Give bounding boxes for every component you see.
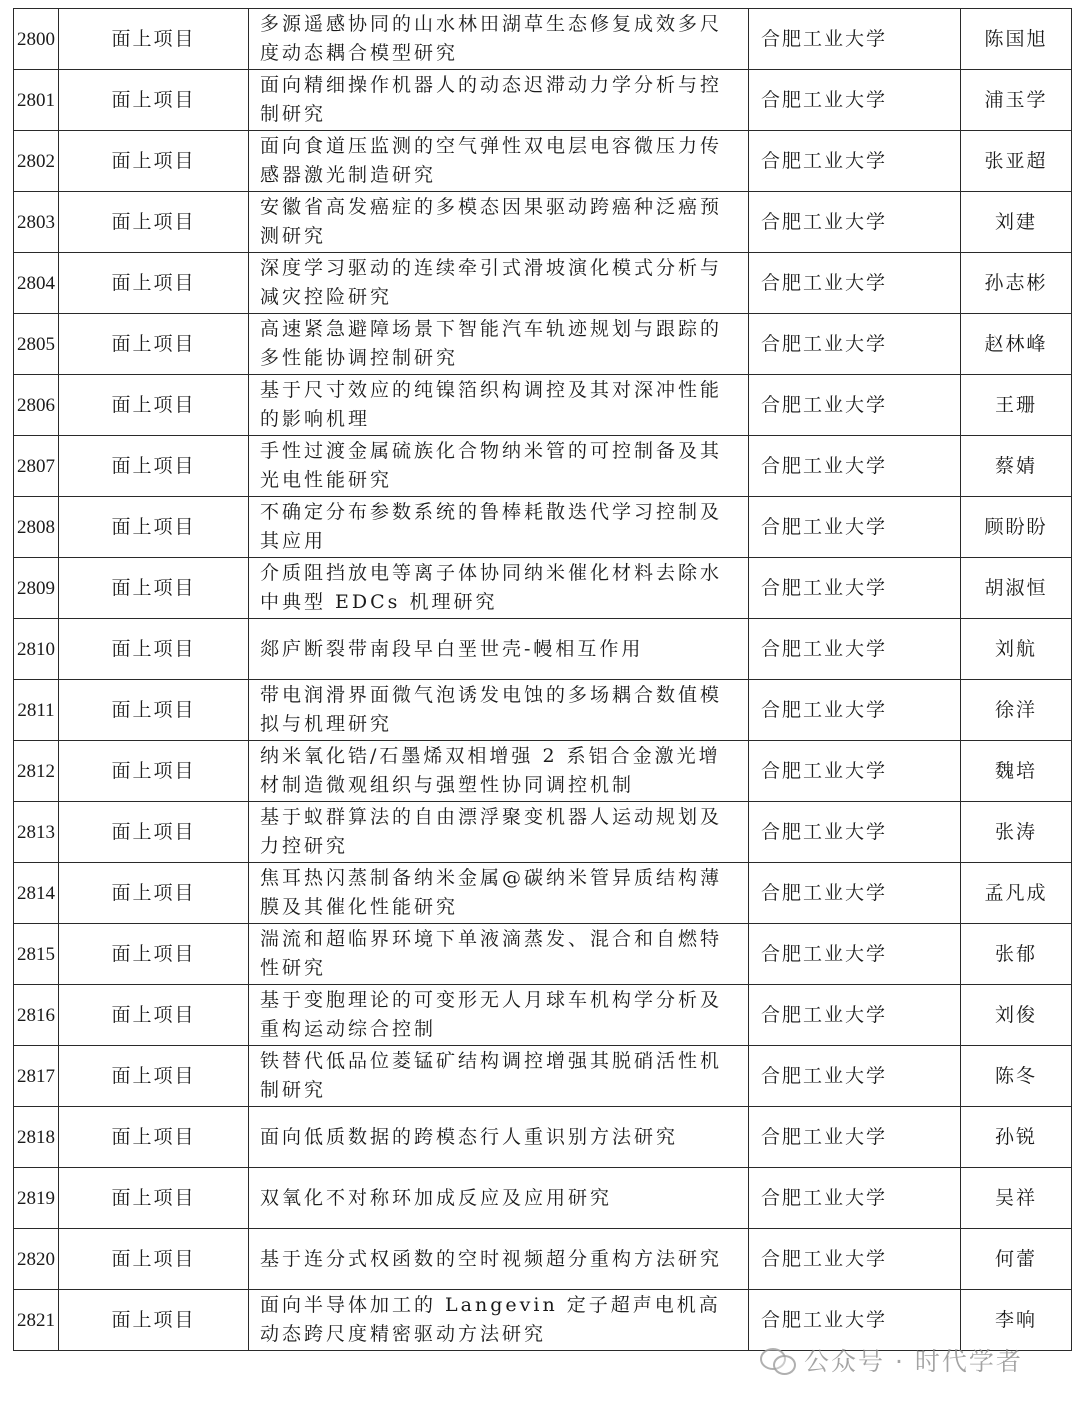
project-institution: 合肥工业大学 — [749, 1229, 961, 1290]
table-row — [14, 9, 1072, 70]
project-leader: 刘俊 — [961, 985, 1072, 1046]
project-type: 面上项目 — [59, 741, 249, 802]
table-row — [14, 1290, 1072, 1351]
project-type: 面上项目 — [59, 1290, 249, 1351]
project-number: 2819 — [14, 1168, 59, 1229]
table-row — [14, 375, 1072, 436]
project-leader: 魏培 — [961, 741, 1072, 802]
project-title: 基于蚁群算法的自由漂浮聚变机器人运动规划及力控研究 — [249, 802, 749, 863]
project-institution: 合肥工业大学 — [749, 741, 961, 802]
project-number: 2818 — [14, 1107, 59, 1168]
project-title: 基于连分式权函数的空时视频超分重构方法研究 — [249, 1229, 749, 1290]
project-leader: 张郁 — [961, 924, 1072, 985]
project-number: 2807 — [14, 436, 59, 497]
project-leader: 孙锐 — [961, 1107, 1072, 1168]
project-type: 面上项目 — [59, 497, 249, 558]
table-row — [14, 558, 1072, 619]
project-title: 带电润滑界面微气泡诱发电蚀的多场耦合数值模拟与机理研究 — [249, 680, 749, 741]
project-institution: 合肥工业大学 — [749, 863, 961, 924]
project-leader: 赵林峰 — [961, 314, 1072, 375]
project-number: 2802 — [14, 131, 59, 192]
project-leader: 何蕾 — [961, 1229, 1072, 1290]
table-row — [14, 314, 1072, 375]
project-institution: 合肥工业大学 — [749, 985, 961, 1046]
project-institution: 合肥工业大学 — [749, 558, 961, 619]
project-institution: 合肥工业大学 — [749, 253, 961, 314]
project-leader: 顾盼盼 — [961, 497, 1072, 558]
project-leader: 吴祥 — [961, 1168, 1072, 1229]
table-row — [14, 1229, 1072, 1290]
project-institution: 合肥工业大学 — [749, 619, 961, 680]
project-institution: 合肥工业大学 — [749, 802, 961, 863]
table-row — [14, 1107, 1072, 1168]
project-type: 面上项目 — [59, 558, 249, 619]
project-number: 2809 — [14, 558, 59, 619]
project-institution: 合肥工业大学 — [749, 375, 961, 436]
project-title: 双氧化不对称环加成反应及应用研究 — [249, 1168, 749, 1229]
project-institution: 合肥工业大学 — [749, 1168, 961, 1229]
project-type: 面上项目 — [59, 192, 249, 253]
project-leader: 孙志彬 — [961, 253, 1072, 314]
project-institution: 合肥工业大学 — [749, 1046, 961, 1107]
table-row — [14, 131, 1072, 192]
watermark-text: 公众号 · 时代学者 — [804, 1347, 1023, 1376]
table-row — [14, 680, 1072, 741]
project-institution: 合肥工业大学 — [749, 436, 961, 497]
project-number: 2816 — [14, 985, 59, 1046]
project-leader: 陈国旭 — [961, 9, 1072, 70]
table-row — [14, 863, 1072, 924]
project-type: 面上项目 — [59, 924, 249, 985]
project-leader: 王珊 — [961, 375, 1072, 436]
project-number: 2820 — [14, 1229, 59, 1290]
project-number: 2815 — [14, 924, 59, 985]
project-title: 纳米氧化锆/石墨烯双相增强 2 系铝合金激光增材制造微观组织与强塑性协同调控机制 — [249, 741, 749, 802]
project-title: 多源遥感协同的山水林田湖草生态修复成效多尺度动态耦合模型研究 — [249, 9, 749, 70]
project-institution: 合肥工业大学 — [749, 924, 961, 985]
project-leader: 刘航 — [961, 619, 1072, 680]
project-institution: 合肥工业大学 — [749, 131, 961, 192]
table-row — [14, 741, 1072, 802]
project-number: 2808 — [14, 497, 59, 558]
project-institution: 合肥工业大学 — [749, 1107, 961, 1168]
project-number: 2812 — [14, 741, 59, 802]
project-number: 2821 — [14, 1290, 59, 1351]
table-row — [14, 436, 1072, 497]
project-institution: 合肥工业大学 — [749, 192, 961, 253]
project-leader: 蔡婧 — [961, 436, 1072, 497]
table-row — [14, 802, 1072, 863]
project-type: 面上项目 — [59, 619, 249, 680]
project-title: 高速紧急避障场景下智能汽车轨迹规划与跟踪的多性能协调控制研究 — [249, 314, 749, 375]
project-number: 2805 — [14, 314, 59, 375]
table-row — [14, 1168, 1072, 1229]
table-row — [14, 253, 1072, 314]
project-leader: 李响 — [961, 1290, 1072, 1351]
project-title: 湍流和超临界环境下单液滴蒸发、混合和自燃特性研究 — [249, 924, 749, 985]
project-title: 手性过渡金属硫族化合物纳米管的可控制备及其光电性能研究 — [249, 436, 749, 497]
project-number: 2801 — [14, 70, 59, 131]
project-leader: 徐洋 — [961, 680, 1072, 741]
project-type: 面上项目 — [59, 314, 249, 375]
project-number: 2800 — [14, 9, 59, 70]
table-row — [14, 70, 1072, 131]
project-type: 面上项目 — [59, 9, 249, 70]
project-leader: 孟凡成 — [961, 863, 1072, 924]
project-leader: 张亚超 — [961, 131, 1072, 192]
project-title: 面向半导体加工的 Langevin 定子超声电机高动态跨尺度精密驱动方法研究 — [249, 1290, 749, 1351]
project-institution: 合肥工业大学 — [749, 1290, 961, 1351]
project-number: 2803 — [14, 192, 59, 253]
project-leader: 浦玉学 — [961, 70, 1072, 131]
table-row — [14, 619, 1072, 680]
project-type: 面上项目 — [59, 680, 249, 741]
project-leader: 陈冬 — [961, 1046, 1072, 1107]
project-type: 面上项目 — [59, 1046, 249, 1107]
project-type: 面上项目 — [59, 131, 249, 192]
project-title: 面向低质数据的跨模态行人重识别方法研究 — [249, 1107, 749, 1168]
project-number: 2811 — [14, 680, 59, 741]
project-title: 焦耳热闪蒸制备纳米金属@碳纳米管异质结构薄膜及其催化性能研究 — [249, 863, 749, 924]
project-type: 面上项目 — [59, 253, 249, 314]
project-institution: 合肥工业大学 — [749, 497, 961, 558]
project-number: 2806 — [14, 375, 59, 436]
project-type: 面上项目 — [59, 802, 249, 863]
project-leader: 张涛 — [961, 802, 1072, 863]
project-type: 面上项目 — [59, 70, 249, 131]
grant-list-table — [13, 8, 1072, 1351]
project-title: 面向精细操作机器人的动态迟滞动力学分析与控制研究 — [249, 70, 749, 131]
project-institution: 合肥工业大学 — [749, 314, 961, 375]
project-type: 面上项目 — [59, 1229, 249, 1290]
project-title: 基于尺寸效应的纯镍箔织构调控及其对深冲性能的影响机理 — [249, 375, 749, 436]
project-title: 铁替代低品位菱锰矿结构调控增强其脱硝活性机制研究 — [249, 1046, 749, 1107]
table-row — [14, 192, 1072, 253]
project-type: 面上项目 — [59, 985, 249, 1046]
project-institution: 合肥工业大学 — [749, 680, 961, 741]
project-type: 面上项目 — [59, 375, 249, 436]
project-number: 2813 — [14, 802, 59, 863]
project-number: 2810 — [14, 619, 59, 680]
project-number: 2814 — [14, 863, 59, 924]
project-title: 介质阻挡放电等离子体协同纳米催化材料去除水中典型 EDCs 机理研究 — [249, 558, 749, 619]
project-title: 深度学习驱动的连续牵引式滑坡演化模式分析与减灾控险研究 — [249, 253, 749, 314]
project-type: 面上项目 — [59, 863, 249, 924]
project-title: 不确定分布参数系统的鲁棒耗散迭代学习控制及其应用 — [249, 497, 749, 558]
project-type: 面上项目 — [59, 436, 249, 497]
project-type: 面上项目 — [59, 1107, 249, 1168]
project-title: 郯庐断裂带南段早白垩世壳-幔相互作用 — [249, 619, 749, 680]
project-institution: 合肥工业大学 — [749, 70, 961, 131]
project-type: 面上项目 — [59, 1168, 249, 1229]
project-leader: 刘建 — [961, 192, 1072, 253]
table-row — [14, 1046, 1072, 1107]
project-title: 面向食道压监测的空气弹性双电层电容微压力传感器激光制造研究 — [249, 131, 749, 192]
project-institution: 合肥工业大学 — [749, 9, 961, 70]
table-row — [14, 924, 1072, 985]
project-number: 2817 — [14, 1046, 59, 1107]
table-row — [14, 985, 1072, 1046]
table-row — [14, 497, 1072, 558]
project-number: 2804 — [14, 253, 59, 314]
project-leader: 胡淑恒 — [961, 558, 1072, 619]
project-title: 安徽省高发癌症的多模态因果驱动跨癌种泛癌预测研究 — [249, 192, 749, 253]
project-title: 基于变胞理论的可变形无人月球车机构学分析及重构运动综合控制 — [249, 985, 749, 1046]
